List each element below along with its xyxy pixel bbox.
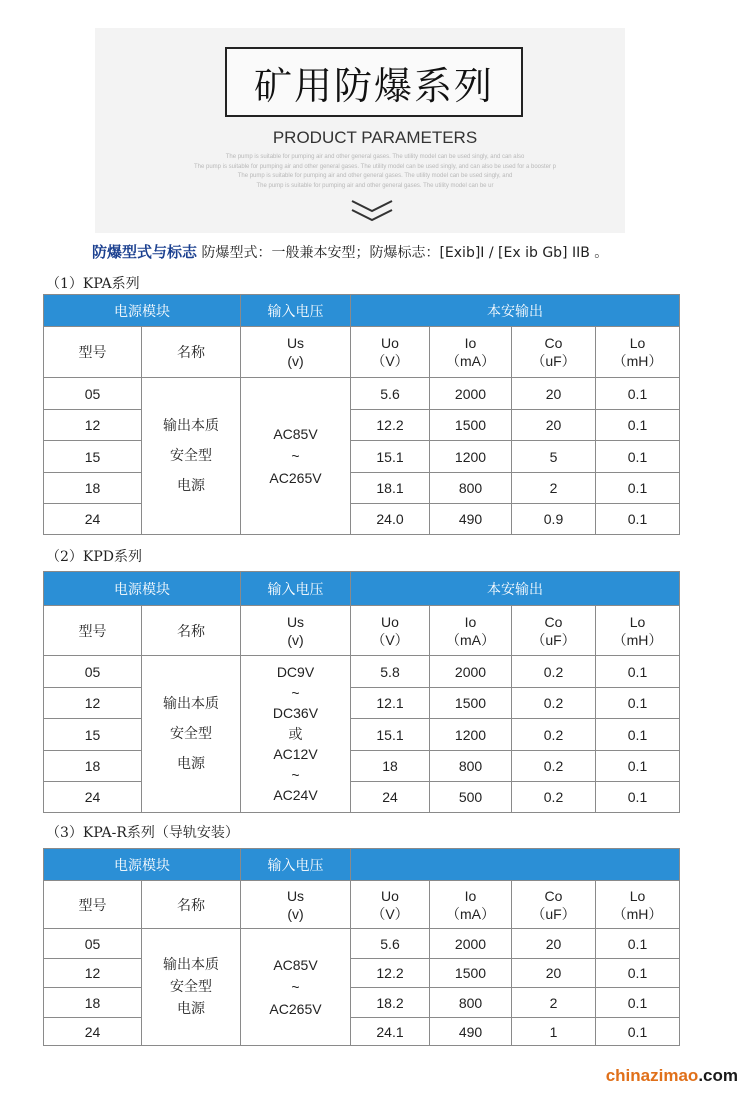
table-group-header	[44, 295, 680, 327]
lo-cell: 0.1	[596, 751, 680, 782]
uo-header	[351, 606, 430, 656]
io-header	[430, 606, 512, 656]
us-header	[241, 327, 351, 378]
uo-cell: 18	[351, 751, 430, 782]
co-cell: 0.2	[512, 656, 596, 688]
lo-label: Lo	[629, 335, 646, 351]
co-cell: 20	[512, 378, 596, 410]
lo-unit: （mH）	[612, 353, 663, 369]
co-header	[512, 881, 596, 929]
us-label: Us	[286, 887, 305, 904]
name-line: 安全型	[170, 726, 212, 742]
model-cell: 24	[44, 504, 142, 535]
co-cell: 0.2	[512, 751, 596, 782]
us-unit: (v)	[287, 353, 304, 369]
model-cell: 24	[44, 782, 142, 813]
lo-label: Lo	[629, 613, 646, 630]
section-label-kpa-r: （3）KPA-R系列（导轨安装）	[46, 825, 239, 841]
explosion-proof-text: 防爆型式：一般兼本安型；防爆标志：[Exib]I / [Ex ib Gb] IIB 。	[201, 245, 609, 261]
io-cell: 1200	[430, 719, 512, 751]
io-cell: 800	[430, 473, 512, 504]
power-module-header: 电源模块	[44, 295, 241, 327]
name-cell	[142, 656, 241, 813]
voltage-line: ~	[291, 684, 300, 701]
co-label: Co	[544, 887, 563, 904]
uo-unit: （V）	[371, 353, 409, 369]
io-cell: 800	[430, 988, 512, 1018]
input-voltage-cell	[241, 656, 351, 813]
io-cell: 490	[430, 1018, 512, 1046]
table-row	[44, 504, 680, 535]
co-unit: （uF）	[531, 353, 576, 369]
uo-unit: （V）	[371, 905, 409, 922]
lo-label: Lo	[629, 887, 646, 904]
model-header: 型号	[44, 606, 142, 656]
uo-cell: 5.8	[351, 656, 430, 688]
model-cell: 12	[44, 959, 142, 988]
explosion-proof-line	[92, 241, 652, 262]
table-row	[44, 751, 680, 782]
uo-label: Uo	[381, 887, 399, 904]
io-cell: 490	[430, 504, 512, 535]
table-column-header	[44, 327, 680, 378]
name-cell	[142, 929, 241, 1046]
us-label: Us	[286, 335, 305, 351]
voltage-line: ~	[291, 979, 300, 995]
name-header: 名称	[142, 606, 241, 656]
io-cell: 1500	[430, 688, 512, 719]
io-cell: 500	[430, 782, 512, 813]
table-row	[44, 782, 680, 813]
lo-cell: 0.1	[596, 988, 680, 1018]
watermark-main: chinazimao	[605, 1066, 699, 1085]
table-row	[44, 656, 680, 688]
lo-cell: 0.1	[596, 959, 680, 988]
co-cell: 0.2	[512, 782, 596, 813]
us-unit: (v)	[287, 905, 304, 922]
voltage-line: DC9V	[276, 664, 315, 681]
is-output-header: 本安输出	[351, 572, 680, 606]
us-label: Us	[286, 613, 305, 630]
uo-label: Uo	[381, 613, 399, 630]
voltage-line: AC265V	[269, 1001, 322, 1017]
uo-cell: 24.0	[351, 504, 430, 535]
is-output-header: 本安输出	[351, 295, 680, 327]
co-cell: 0.2	[512, 719, 596, 751]
model-cell: 24	[44, 1018, 142, 1046]
name-header: 名称	[142, 881, 241, 929]
table-row	[44, 719, 680, 751]
io-cell: 1500	[430, 959, 512, 988]
input-voltage-cell	[241, 929, 351, 1046]
io-cell: 2000	[430, 378, 512, 410]
io-cell: 1500	[430, 410, 512, 441]
power-module-header: 电源模块	[44, 849, 241, 881]
name-line: 输出本质	[163, 696, 219, 712]
voltage-line: AC12V	[273, 746, 318, 763]
uo-cell: 15.1	[351, 441, 430, 473]
io-unit: （mA）	[446, 905, 495, 922]
power-module-header: 电源模块	[44, 572, 241, 606]
model-header: 型号	[44, 881, 142, 929]
co-cell: 20	[512, 410, 596, 441]
table-row	[44, 1018, 680, 1046]
name-line: 安全型	[170, 448, 212, 464]
lo-cell: 0.1	[596, 378, 680, 410]
spec-table-kpa-r	[43, 848, 680, 1046]
uo-cell: 24.1	[351, 1018, 430, 1046]
lo-header	[596, 881, 680, 929]
lo-unit: （mH）	[612, 631, 663, 648]
uo-unit: （V）	[371, 631, 409, 648]
model-cell: 15	[44, 441, 142, 473]
title-box	[225, 47, 523, 117]
model-cell: 18	[44, 473, 142, 504]
lo-cell: 0.1	[596, 929, 680, 959]
uo-cell: 18.1	[351, 473, 430, 504]
table-row	[44, 473, 680, 504]
is-output-header-empty	[351, 849, 680, 881]
co-header	[512, 327, 596, 378]
uo-cell: 18.2	[351, 988, 430, 1018]
lo-cell: 0.1	[596, 1018, 680, 1046]
co-cell: 20	[512, 959, 596, 988]
table-row	[44, 929, 680, 959]
name-line: 电源	[177, 478, 205, 494]
lo-cell: 0.1	[596, 473, 680, 504]
page-subtitle: PRODUCT PARAMETERS	[272, 128, 478, 147]
uo-cell: 24	[351, 782, 430, 813]
name-line: 安全型	[170, 979, 212, 995]
us-header	[241, 606, 351, 656]
uo-cell: 15.1	[351, 719, 430, 751]
section-label-kpd: （2）KPD系列	[46, 549, 143, 565]
io-cell: 1200	[430, 441, 512, 473]
fine-print-line: The pump is suitable for pumping air and other general gases. The utility model can be used singly, and can also be used for a booster p	[194, 163, 556, 170]
fine-print	[140, 153, 610, 191]
name-header: 名称	[142, 327, 241, 378]
table-column-header	[44, 606, 680, 656]
lo-cell: 0.1	[596, 688, 680, 719]
io-cell: 2000	[430, 929, 512, 959]
voltage-line: ~	[291, 766, 300, 783]
voltage-line: 或	[288, 725, 303, 742]
io-header	[430, 327, 512, 378]
model-cell: 12	[44, 688, 142, 719]
model-cell: 12	[44, 410, 142, 441]
input-voltage-header: 输入电压	[241, 572, 351, 606]
co-unit: （uF）	[531, 631, 576, 648]
io-label: Io	[464, 335, 477, 351]
lo-cell: 0.1	[596, 410, 680, 441]
name-line: 电源	[177, 1001, 205, 1017]
co-cell: 0.2	[512, 688, 596, 719]
name-line: 输出本质	[163, 418, 219, 434]
io-unit: （mA）	[446, 353, 495, 369]
name-cell	[142, 378, 241, 535]
co-cell: 2	[512, 473, 596, 504]
model-cell: 05	[44, 656, 142, 688]
uo-cell: 5.6	[351, 929, 430, 959]
lo-header	[596, 327, 680, 378]
uo-cell: 12.1	[351, 688, 430, 719]
name-line: 输出本质	[163, 957, 219, 973]
io-cell: 800	[430, 751, 512, 782]
table-column-header	[44, 881, 680, 929]
input-voltage-header: 输入电压	[241, 295, 351, 327]
model-cell: 05	[44, 378, 142, 410]
lo-cell: 0.1	[596, 782, 680, 813]
lo-cell: 0.1	[596, 656, 680, 688]
table-group-header	[44, 849, 680, 881]
io-label: Io	[464, 887, 477, 904]
page-title: 矿用防爆系列	[253, 63, 494, 108]
double-chevron-down-icon	[349, 198, 395, 224]
uo-cell: 12.2	[351, 959, 430, 988]
io-header	[430, 881, 512, 929]
table-row	[44, 410, 680, 441]
lo-unit: （mH）	[612, 905, 663, 922]
uo-header	[351, 881, 430, 929]
co-label: Co	[544, 335, 563, 351]
io-unit: （mA）	[446, 631, 495, 648]
model-header: 型号	[44, 327, 142, 378]
model-cell: 18	[44, 988, 142, 1018]
input-voltage-cell	[241, 378, 351, 535]
co-label: Co	[544, 613, 563, 630]
model-cell: 15	[44, 719, 142, 751]
model-cell: 18	[44, 751, 142, 782]
voltage-line: AC85V	[273, 426, 318, 442]
input-voltage-header: 输入电压	[241, 849, 351, 881]
co-cell: 5	[512, 441, 596, 473]
table-row	[44, 378, 680, 410]
io-cell: 2000	[430, 656, 512, 688]
uo-cell: 5.6	[351, 378, 430, 410]
table-group-header	[44, 572, 680, 606]
lo-cell: 0.1	[596, 719, 680, 751]
lo-cell: 0.1	[596, 504, 680, 535]
spec-table-kpd	[43, 571, 680, 813]
table-row	[44, 441, 680, 473]
voltage-line: ~	[291, 448, 300, 464]
fine-print-line: The pump is suitable for pumping air and other general gases. The utility model can be used singly, and can also	[225, 154, 525, 160]
voltage-line: AC24V	[273, 787, 318, 804]
watermark-suffix: .com	[698, 1066, 738, 1085]
model-cell: 05	[44, 929, 142, 959]
lo-cell: 0.1	[596, 441, 680, 473]
table-row	[44, 959, 680, 988]
spec-table-kpa	[43, 294, 680, 535]
table-row	[44, 688, 680, 719]
uo-header	[351, 327, 430, 378]
section-label-kpa: （1）KPA系列	[46, 276, 140, 292]
co-cell: 20	[512, 929, 596, 959]
co-unit: （uF）	[531, 905, 576, 922]
watermark	[606, 1066, 738, 1086]
table-row	[44, 988, 680, 1018]
name-line: 电源	[177, 756, 205, 772]
fine-print-line: The pump is suitable for pumping air and other general gases. The utility model can be used singly, and	[237, 173, 513, 179]
lo-header	[596, 606, 680, 656]
co-cell: 0.9	[512, 504, 596, 535]
voltage-line: AC85V	[273, 957, 318, 973]
voltage-line: DC36V	[272, 705, 319, 722]
io-label: Io	[464, 613, 477, 630]
co-cell: 1	[512, 1018, 596, 1046]
uo-cell: 12.2	[351, 410, 430, 441]
us-header	[241, 881, 351, 929]
voltage-line: AC265V	[269, 470, 322, 486]
us-unit: (v)	[287, 631, 304, 648]
co-header	[512, 606, 596, 656]
explosion-proof-label: 防爆型式与标志	[92, 243, 198, 261]
co-cell: 2	[512, 988, 596, 1018]
fine-print-line: The pump is suitable for pumping air and other general gases. The utility model can be ur	[256, 182, 494, 189]
uo-label: Uo	[381, 335, 399, 351]
